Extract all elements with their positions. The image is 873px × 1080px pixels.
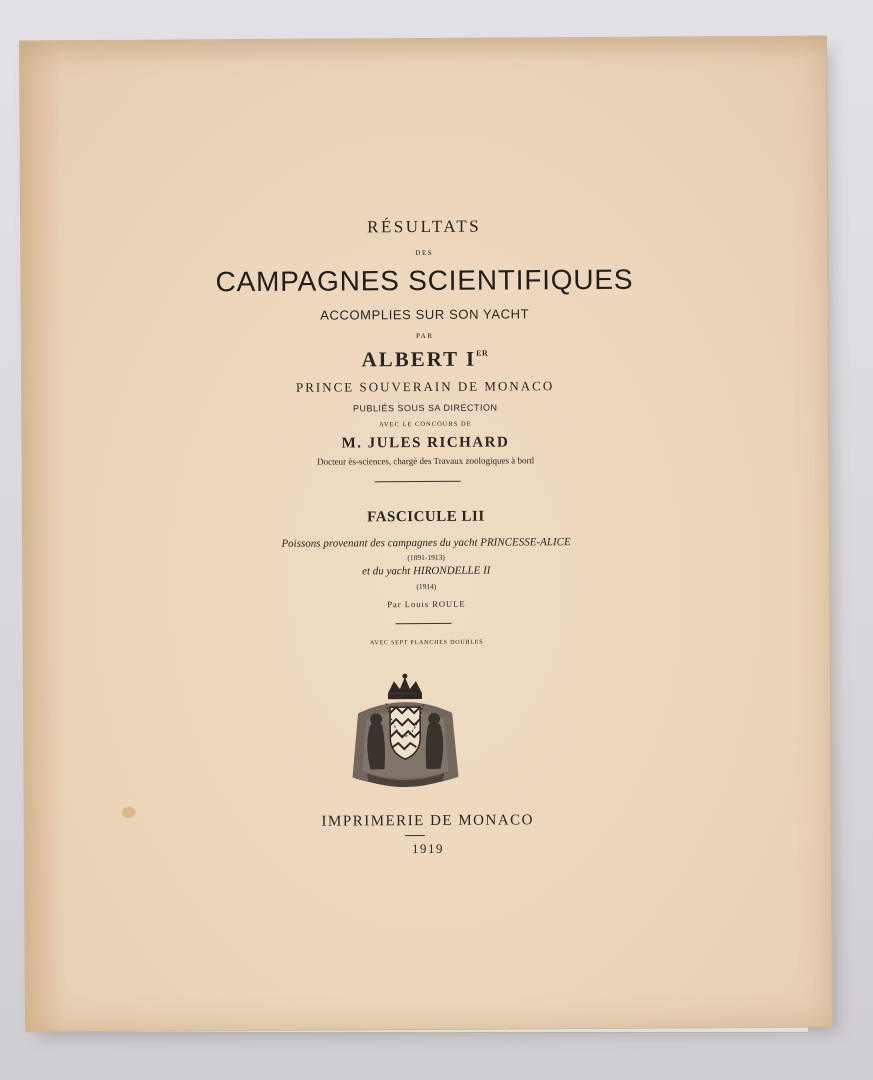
title-des: DES bbox=[415, 248, 434, 258]
editor-name: M. JULES RICHARD bbox=[341, 434, 510, 452]
fascicule-author: Par Louis ROULE bbox=[387, 598, 466, 610]
book-cover bbox=[19, 36, 833, 1033]
author-albert-ordinal: ER bbox=[476, 348, 489, 358]
plates-note: AVEC SEPT PLANCHES DOUBLES bbox=[369, 639, 484, 647]
title-campagnes: CAMPAGNES SCIENTIFIQUES bbox=[215, 263, 634, 298]
divider-rule-3 bbox=[405, 835, 425, 836]
author-albert-name: ALBERT I bbox=[361, 346, 477, 372]
par-label: PAR bbox=[416, 331, 434, 341]
divider-rule bbox=[375, 481, 461, 483]
fascicule-dates-1: (1891-1913) bbox=[407, 552, 445, 563]
publies-line: PUBLIÉS SOUS SA DIRECTION bbox=[352, 402, 498, 414]
fascicule-subject-2: et du yacht HIRONDELLE II bbox=[362, 564, 491, 578]
divider-rule-2 bbox=[396, 623, 452, 624]
fascicule-dates-2: (1914) bbox=[416, 581, 437, 592]
concours-line: AVEC LE CONCOURS DE bbox=[378, 420, 472, 429]
publication-year: 1919 bbox=[411, 840, 444, 857]
publisher: IMPRIMERIE DE MONACO bbox=[321, 812, 535, 830]
fascicule-subject: Poissons provenant des campagnes du yacht PRINCESSE-ALICE bbox=[281, 536, 571, 550]
author-title: PRINCE SOUVERAIN DE MONACO bbox=[295, 378, 555, 395]
title-resultats: RÉSULTATS bbox=[367, 216, 482, 237]
monaco-coat-of-arms-icon bbox=[344, 673, 467, 794]
fascicule-number: FASCICULE LII bbox=[367, 508, 485, 526]
author-albert bbox=[22, 345, 828, 375]
editor-credentials: Docteur ès-sciences, chargé des Travaux zoologiques à bord bbox=[317, 455, 534, 467]
subtitle-accomplies: ACCOMPLIES SUR SON YACHT bbox=[320, 306, 530, 323]
